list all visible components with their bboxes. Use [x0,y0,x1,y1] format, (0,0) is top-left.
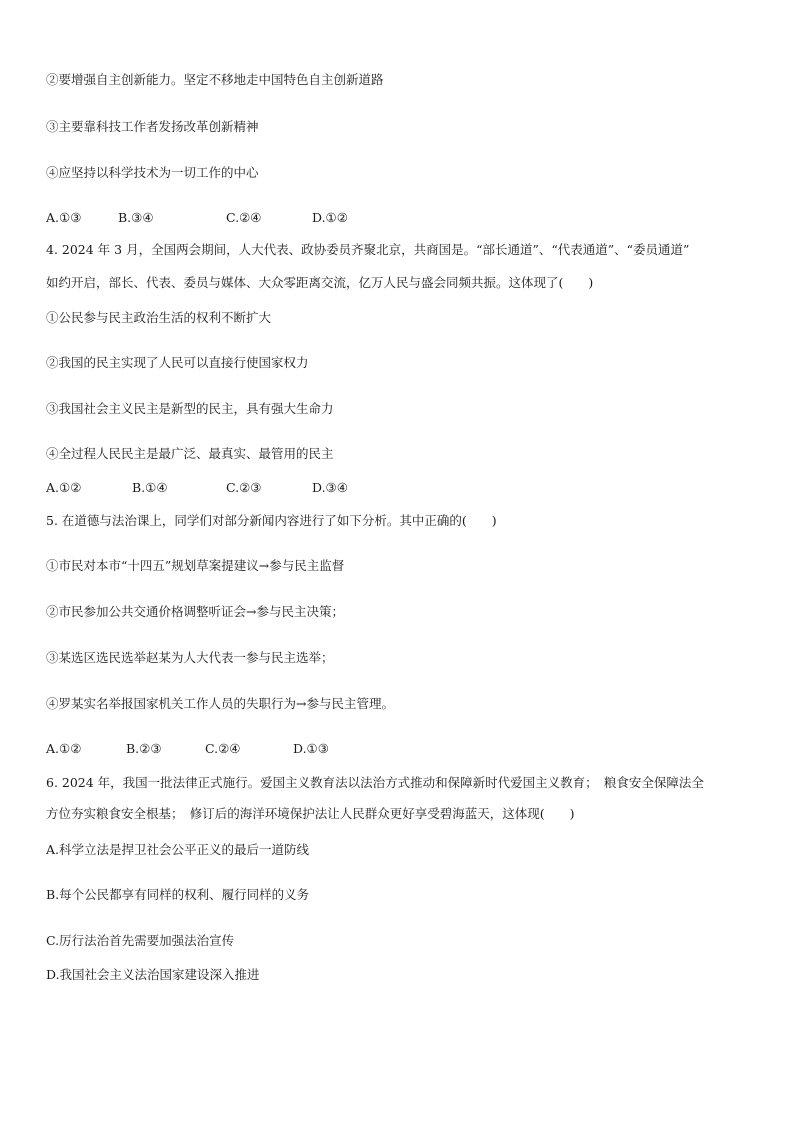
q6-option-c[interactable]: C.厉行法治首先需要加强法治宣传 [46,933,235,948]
q4-statement-3: ③我国社会主义民主是新型的民主，具有强大生命力 [46,401,334,416]
q6-option-d[interactable]: D.我国社会主义法治国家建设深入推进 [46,967,260,982]
q4-statement-4: ④全过程人民民主是最广泛、最真实、最管用的民主 [46,446,334,461]
q4-stem-line-2: 如约开启，部长、代表、委员与媒体、大众零距离交流，亿万人民与盛会同频共振。这体现了( ) [46,275,594,290]
q6-option-a[interactable]: A.科学立法是捍卫社会公平正义的最后一道防线 [46,842,310,857]
q5-statement-2: ②市民参加公共交通价格调整听证会→参与民主决策； [46,604,344,619]
q6-option-b[interactable]: B.每个公民都享有同样的权利、履行同样的义务 [46,887,310,902]
q4-statement-2: ②我国的民主实现了人民可以直接行使国家权力 [46,355,309,370]
q3-option-a[interactable]: A.①③ [46,210,82,225]
q3-option-b[interactable]: B.③④ [118,210,154,225]
q4-option-b[interactable]: B.①④ [132,480,168,495]
q5-option-a[interactable]: A.①② [46,741,82,756]
q5-statement-4: ④罗某实名举报国家机关工作人员的失职行为→参与民主管理。 [46,696,394,711]
q3-statement-2: ②要增强自主创新能力。坚定不移地走中国特色自主创新道路 [46,72,384,87]
q5-option-d[interactable]: D.①③ [293,741,329,756]
q6-stem-line-1: 6. 2024 年，我国一批法律正式施行。爱国主义教育法以法治方式推动和保障新时代爱国主义教育； 粮食安全保障法全 [46,775,704,790]
q6-stem-line-2: 方位夯实粮食安全根基； 修订后的海洋环境保护法让人民群众更好享受碧海蓝天，这体现( ) [46,806,575,821]
q3-option-d[interactable]: D.①② [312,210,348,225]
q5-option-c[interactable]: C.②④ [205,741,241,756]
q3-option-c[interactable]: C.②④ [226,210,262,225]
q3-statement-4: ④应坚持以科学技术为一切工作的中心 [46,165,259,180]
q4-statement-1: ①公民参与民主政治生活的权利不断扩大 [46,310,272,325]
q4-stem-line-1: 4. 2024 年 3 月，全国两会期间，人大代表、政协委员齐聚北京，共商国是。“部长通道”、“代表通道”、“委员通道” [46,242,690,257]
q5-option-b[interactable]: B.②③ [126,741,162,756]
q4-option-a[interactable]: A.①② [46,480,82,495]
q5-statement-1: ①市民对本市“十四五”规划草案提建议→参与民主监督 [46,558,345,573]
q3-statement-3: ③主要靠科技工作者发扬改革创新精神 [46,119,259,134]
q4-option-c[interactable]: C.②③ [226,480,262,495]
q5-stem: 5. 在道德与法治课上，同学们对部分新闻内容进行了如下分析。其中正确的( ) [46,513,497,528]
q4-option-d[interactable]: D.③④ [312,480,348,495]
q5-statement-3: ③某选区选民选举赵某为人大代表一参与民主选举； [46,650,334,665]
